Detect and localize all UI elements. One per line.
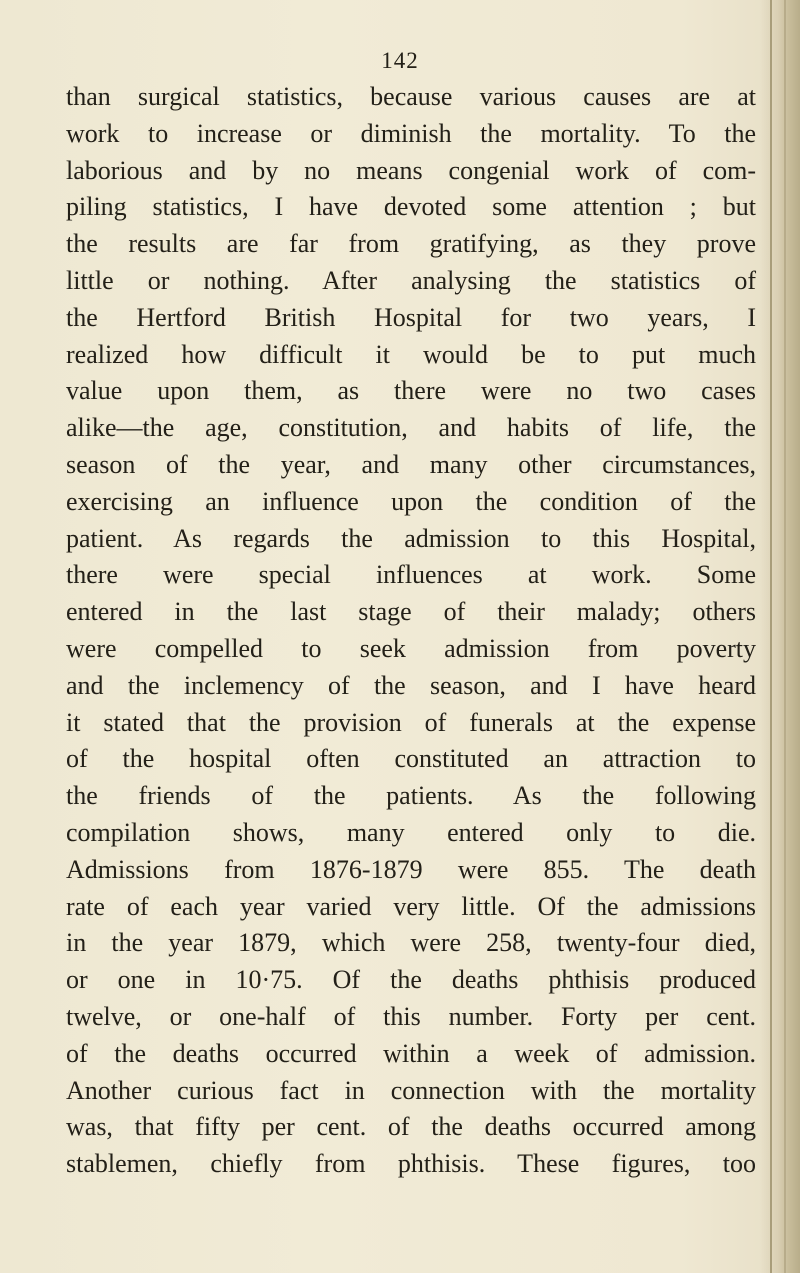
text-line: value upon them, as there were no two cases — [66, 376, 756, 406]
text-line: realized how difficult it would be to put much — [66, 339, 756, 369]
text-line: there were special influences at work. Some — [66, 560, 756, 590]
text-line: season of the year, and many other circumstances, — [66, 449, 756, 479]
text-line: or one in 10·75. Of the deaths phthisis produced — [66, 965, 756, 995]
text-line: piling statistics, I have devoted some attention ; but — [66, 192, 756, 222]
text-line: twelve, or one-half of this number. Forty per cent. — [66, 1001, 756, 1031]
text-line: Another curious fact in connection with the mortality — [66, 1075, 756, 1105]
text-line: was, that fifty per cent. of the deaths occurred among — [66, 1112, 756, 1142]
text-line: were compelled to seek admission from poverty — [66, 633, 756, 663]
text-line: the friends of the patients. As the following — [66, 781, 756, 811]
text-line: in the year 1879, which were 258, twenty-four died, — [66, 928, 756, 958]
text-line: of the hospital often constituted an attraction to — [66, 744, 756, 774]
text-line: laborious and by no means congenial work of com- — [66, 155, 756, 185]
page-number: 142 — [381, 48, 419, 73]
body-text — [66, 79, 756, 1183]
text-line: stablemen, chiefly from phthisis. These figures, too — [66, 1149, 756, 1179]
text-line: little or nothing. After analysing the statistics of — [66, 265, 756, 295]
text-line: alike—the age, constitution, and habits of life, the — [66, 413, 756, 443]
page-edge-line — [770, 0, 772, 1273]
text-line: exercising an influence upon the condition of the — [66, 486, 756, 516]
page-edge-shadow — [760, 0, 800, 1273]
text-line: the Hertford British Hospital for two years, I — [66, 302, 756, 332]
text-line: of the deaths occurred within a week of admission. — [66, 1038, 756, 1068]
text-line: Admissions from 1876-1879 were 855. The death — [66, 854, 756, 884]
text-line: the results are far from gratifying, as they prove — [66, 229, 756, 259]
text-line: it stated that the provision of funerals at the expense — [66, 707, 756, 737]
text-line: patient. As regards the admission to this Hospital, — [66, 523, 756, 553]
text-line: compilation shows, many entered only to die. — [66, 817, 756, 847]
text-line: and the inclemency of the season, and I have heard — [66, 670, 756, 700]
text-line: entered in the last stage of their malady; others — [66, 597, 756, 627]
text-line: than surgical statistics, because various causes are at — [66, 82, 756, 111]
page-edge-line — [784, 0, 786, 1273]
text-line: work to increase or diminish the mortality. To the — [66, 118, 756, 148]
text-line: rate of each year varied very little. Of the admissions — [66, 891, 756, 921]
